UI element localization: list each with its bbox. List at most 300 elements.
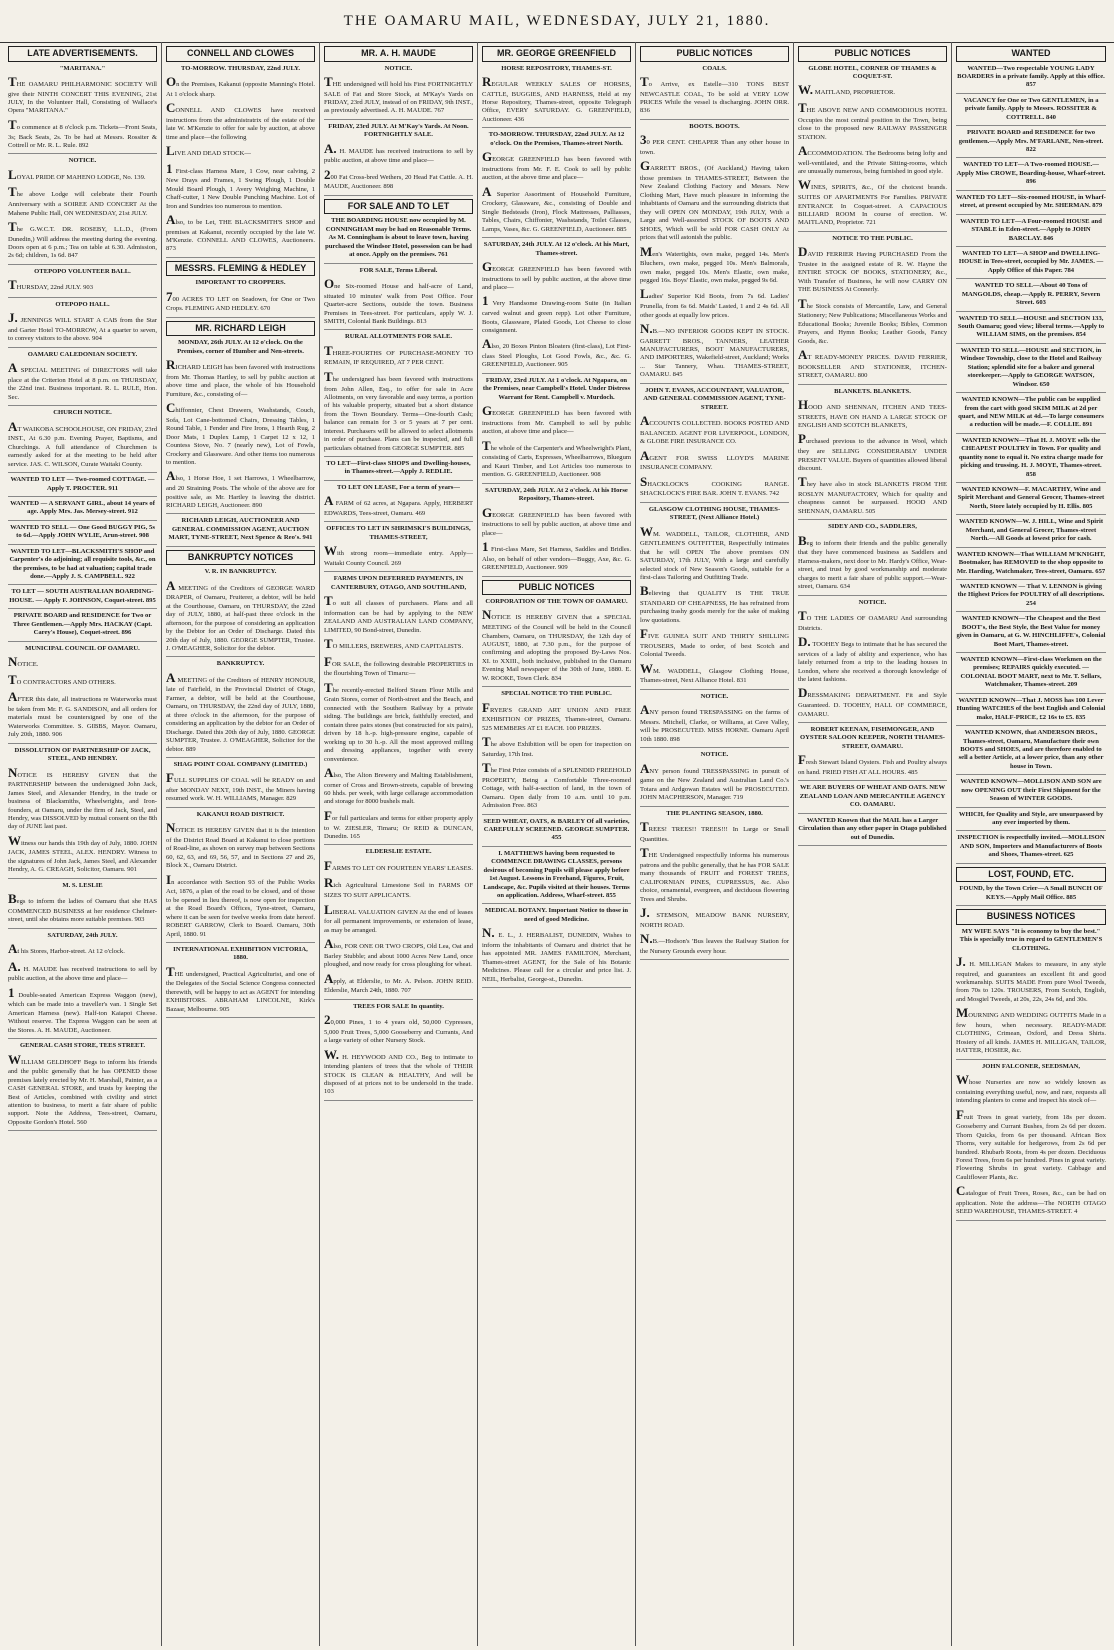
advertisement <box>166 517 315 546</box>
column-5 <box>636 42 794 1646</box>
advertisement <box>798 599 947 723</box>
ad-title: INSPECTION is respectfully invited.—MOLLISON AND SON, Importers and Manufacturers of Boots and Shoes, Thames-street. 625 <box>957 834 1105 859</box>
advertisement <box>956 282 1106 311</box>
section-heading: PUBLIC NOTICES <box>640 46 789 62</box>
advertisement <box>956 1063 1106 1221</box>
ad-title: CORPORATION OF THE TOWN OF OAMARU. <box>485 598 628 606</box>
ad-title: WANTED KNOWN—That WILLIAM M'KNIGHT, Bootmaker, has REMOVED to the shop opposite to Mr. Harding, Watchmaker, Tees-street, Oamaru. 657 <box>956 550 1106 575</box>
ad-paragraph: GEORGE GREENFIELD has been favored with instructions to sell by public auction, at above time and place— <box>482 504 631 537</box>
ad-title: WANTED KNOWN — That V. LENNON is giving the Highest Prices for POULTRY of all descriptions. 254 <box>957 582 1105 607</box>
ad-paragraph: D. TOOHEY Begs to intimate that he has secured the services of a lady of ability and experience, who has lately returned from a trip to the leading houses in London, where she received a thorough knowledge of the latest fashions. <box>798 634 947 684</box>
advertisement <box>8 301 157 348</box>
advertisement <box>324 123 473 196</box>
ad-paragraph: W. MAITLAND, PROPRIETOR. <box>798 82 896 98</box>
ad-paragraph: The G.W.C.T. DR. ROSEBY, L.L.D., (From Dunedin,) Will address the meeting during the evening. Doors open at 6 p.m.; Tea on table at 6.30. Admission, 2s 6d; children, 1s 6d. 847 <box>8 218 157 260</box>
ad-paragraph: WM. WADDELL, TAILOR, CLOTHIER, AND GENTLEMEN'S OUTFITTER, Respectfully intimates that he will OPEN The above premises ON SATURDAY, 17th JULY, With a large and carefully selected stock of New Season's Goods, suitable for a first-class Tailoring and Outfitting Trade. <box>640 523 789 581</box>
ad-title: SEED WHEAT, OATS, & BARLEY Of all varieties, CAREFULLY SCREENED. GEORGE SUMPTER. 455 <box>483 817 630 842</box>
ad-paragraph: With strong room—immediate entry. Apply—Waitaki County Council. 269 <box>324 543 473 567</box>
ad-paragraph: The First Prize consists of a SPLENDID FREEHOLD PROPERTY, Being a Comfortable Three-roomed Cottage, with half-a-section of land, in the town of Oamaru. Open daily from 10 a.m. until 10 p.m. Admission Free. 863 <box>482 760 631 810</box>
ad-title: SATURDAY, 24th JULY. At 2 o'clock. At his Horse Repository, Thames-street. <box>485 486 628 503</box>
ad-title: SATURDAY, 24th JULY. At 12 o'clock. At his Mart, Thames-street. <box>483 241 630 257</box>
ad-paragraph: GARRETT BROS., (Of Auckland,) Having taken those premises in THAMES-STREET, Between the New Zealand Clothing Factory and Messrs. New Clothing Mart, Have much pleasure in informing the inhabitants of Oamaru and the surrounding districts that they will OPEN ON MONDAY, 19th JULY, With a Large and Well-assorted STOCK OF BOOTS AND SHOES, Which will be sold FOR CASH ONLY At prices that will astonish the public. <box>640 158 789 242</box>
advertisement <box>482 850 631 905</box>
section-heading: BUSINESS NOTICES <box>956 909 1106 925</box>
advertisement <box>166 946 315 1018</box>
advertisement <box>482 487 631 577</box>
advertisement <box>956 315 1106 344</box>
column-4 <box>478 42 636 1646</box>
advertisement <box>640 693 789 748</box>
ad-paragraph: ANY person found TRESPASSING on the farms of Messrs. Mitchell, Clarke, or Williams, at Cave Valley, will be PROSECUTED. MISS HORNE. Oamaru April 10th 1880. 898 <box>640 702 789 743</box>
ad-paragraph: FULL SUPPLIES OF COAL will be READY on and after MONDAY NEXT, 19th INST., the Miners having resumed work. W. H. WILLIAMS, Manager. 829 <box>166 770 315 803</box>
advertisement <box>956 885 1106 906</box>
ad-title: TO-MORROW. THURSDAY, 22nd JULY. At 12 o'clock. On the Premises, Thames-street North. <box>488 131 625 147</box>
advertisement <box>482 907 631 988</box>
ad-title: "MARITANA." <box>59 64 106 72</box>
section-heading: LATE ADVERTISEMENTS. <box>8 46 157 62</box>
ad-paragraph: GEORGE GREENFIELD has been favored with instructions to sell by public auction, at the above time and place— <box>482 258 631 292</box>
ad-title: MY WIFE SAYS "It is economy to buy the best." This is specially true in regard to GENTLEMEN'S CLOTHING. <box>959 927 1103 952</box>
ad-paragraph: DAVID FERRIER Having PURCHASED From the Trustee in the assigned estate of R. W. Hayne the ENTIRE STOCK OF BOOKS, STATIONERY, &c., With Transfer of Business, he will now CARRY ON THE BUSINESS At Connerly. <box>798 244 947 294</box>
ad-paragraph: 1 Very Handsome Drawing-room Suite (in Italian carved walnut and green repp). Lot other Furniture, Boots, Glassware, Plated Goods, Lot Cheese to close consignment. <box>482 293 631 334</box>
ad-title: NOTICE. <box>700 692 729 700</box>
ad-paragraph: To commence at 8 o'clock p.m. Tickets—Front Seats, 3s; Back Seats, 2s. To be had at Messrs. Rossiter & Cottrell or Mr. R. L. Rule. 892 <box>8 116 157 149</box>
ad-paragraph: CONNELL AND CLOWES have received instructions from the administratrix of the estate of the late W. M'Kenzie to offer for sale by auction, at above time and place—the following <box>166 100 315 141</box>
section-heading: CONNELL AND CLOWES <box>166 46 315 62</box>
ad-paragraph: At his Stores, Harbor-street. At 12 o'clock. <box>8 941 125 957</box>
ad-title: WANTED KNOWN—The Cheapest and the Best BOOT's, the Best Style, the Best Value for money given in Oamaru, at G. W. HINCHLIFFE's, Colonial Boot Mart, Thames-street. <box>956 615 1106 648</box>
ad-paragraph: TO MILLERS, BREWERS, AND CAPITALISTS. <box>324 636 464 652</box>
advertisement <box>482 65 631 129</box>
advertisement <box>956 697 1106 726</box>
ad-paragraph: 700 ACRES TO LET on Seadown, for One or Two Crops. FLEMING AND HEDLEY. 670 <box>166 288 315 313</box>
advertisement <box>324 217 473 263</box>
ad-title: WANTED KNOWN, that ANDERSON BROS., Thames-street, Oamaru, Manufacture their own BOOTS and SHOES, and are therefore enabled to sell a better Article, at a lower price, than any other house in Town. <box>958 729 1104 770</box>
ad-title: WANTED TO SELL—About 40 Tons of MANGOLDS, cheap.—Apply R. PERRY, Severn Street. 603 <box>961 282 1101 307</box>
ad-paragraph: To Arrive, ex Estelle—310 TONS BEST NEWCASTLE COAL, To be sold at VERY LOW PRICES While the vessel is discharging. JOHN ORR. 836 <box>640 73 789 115</box>
ad-paragraph: Believing that QUALITY IS THE TRUE STANDARD OF CHEAPNESS, He has refrained from purchasing trashy goods merely for the sake of making low quotations. <box>640 583 789 624</box>
ad-paragraph: THE undersigned will hold his First FORTNIGHTLY SALE of Fat and Store Stock, at M'Kay's Yards on FRIDAY, 23rd JULY, instead of on FRIDAY, 9th INST., as previously advertised. A. H. MAUDE. 767 <box>324 73 473 115</box>
ad-paragraph: The above Exhibition will be open for inspection on Saturday, 17th Inst. <box>482 734 631 758</box>
ad-paragraph: N.B.—Hodson's 'Bus leaves the Railway Station for the Nursery Grounds every hour. <box>640 931 789 955</box>
column-1 <box>4 42 162 1646</box>
ad-title: WANTED TO LET—A Two-roomed HOUSE.—Apply Miss CROWE, Boarding-house, Wharf-street. 896 <box>956 161 1106 186</box>
ad-paragraph: Beg to inform their friends and the public generally that they have commenced business as Saddlers and Harness-makers, next door to Mr. Hardy's Office, Wear-street, and trust by good workmanship and moderate charges to merit a fair share of public support.—Wear-street, Oamaru. 634 <box>798 532 947 591</box>
ad-title: TO LET — SOUTH AUSTRALIAN BOARDING-HOUSE. — Apply F. JOHNSON, Coquet-street. 895 <box>9 588 156 604</box>
advertisement <box>956 583 1106 612</box>
advertisement <box>8 612 157 641</box>
ad-title: OTEPOPO HALL. <box>55 300 110 308</box>
advertisement <box>324 525 473 572</box>
ad-paragraph: A MEETING of the Creditors of HENRY HONOUR, late of Fairfield, in the Provincial District of Otago, Farmer, a debtor, will be held at the Courthouse, Oamaru, on THURSDAY, the 22nd day of JULY, 1880, at three o'clock in the afternoon, for the purpose of considering an application by the debtor for an Order of Discharge. Dated this 20th day of July, 1880. GEORGE SUMPTER, Trustee. J. O'MEAGHER, Solicitor for the debtor. 889 <box>166 669 315 753</box>
advertisement <box>8 932 157 1040</box>
section-heading: FOR SALE AND TO LET <box>324 199 473 215</box>
ad-paragraph: THE undersigned, Practical Agriculturist, and one of the Delegates of the Social Science Congress connected therewith, will be happy to act as AGENT for intending EXHIBITORS. ABRAHAM LINCOLNE, Kirk's Bazaar, Melbourne. 905 <box>166 963 315 1013</box>
section-heading: LOST, FOUND, ETC. <box>956 867 1106 883</box>
ad-paragraph: The whole of the Carpenter's and Wheelwright's Plant, consisting of Carts, Expresses, Wheelbarrows, Bluegum and Kauri Timber, and Lot Articles too numerous to mention. G. GREENFIELD, Auctioneer. 908 <box>482 437 631 479</box>
column-6 <box>794 42 952 1646</box>
ad-paragraph: J. STEMSON, MEADOW BANK NURSERY, NORTH ROAD. <box>640 904 789 929</box>
ad-paragraph: Also, 1 Horse Hoe, 1 set Harrows, 1 Wheelbarrow, and 20 Straining Posts. The whole of the above are for positive sale, as Mr. Hartley is leaving the district. RICHARD LEIGH, Auctioneer. 890 <box>166 468 315 509</box>
ad-paragraph: 200 Fat Cross-bred Wethers, 20 Head Fat Cattle. A. H. MAUDE, Auctioneer. 898 <box>324 166 473 191</box>
advertisement <box>482 131 631 238</box>
advertisement <box>640 65 789 120</box>
advertisement <box>324 65 473 120</box>
advertisement <box>166 761 315 808</box>
ad-title: MUNICIPAL COUNCIL OF OAMARU. <box>25 644 140 652</box>
ad-title: MONDAY, 26th JULY. At 12 o'clock. On the Premises, corner of Humber and Nen-streets. <box>177 339 304 355</box>
ad-paragraph: AGENT FOR SWISS LLOYD'S MARINE INSURANCE COMPANY. <box>640 447 789 472</box>
ad-title: RICHARD LEIGH, AUCTIONEER AND GENERAL COMMISSION AGENT, AUCTION MART, TYNE-STREET, Next Spence & Reo's. 941 <box>168 517 313 542</box>
ad-paragraph: J. JENNINGS WILL START A CAB from the Star and Garter Hotel TO-MORROW, At a quarter to seven, to convey visitors to the above. 904 <box>8 310 157 343</box>
ad-title: I. MATTHEWS having been requested to COMMENCE DRAWING CLASSES, persons desirous of becoming Pupils will please apply before 1st August. Lessons in Freehand, Figures, Fruit, Landscape, &c. Pupils visited at their houses. Terms on application. Address, Wharf-street. 855 <box>483 849 630 900</box>
ad-title: WANTED TO SELL—HOUSE and SECTION, in Windsor Township, close to the Hotel and Railway Station; splendid site for a baker and general storekeeper.—Apply to GEORGE WATSON, Windsor. 650 <box>960 346 1102 388</box>
advertisement <box>166 65 315 258</box>
advertisement <box>482 818 631 847</box>
ad-paragraph: GEORGE GREENFIELD has been favored with instructions from Mr. F. E. Cook to sell by public auction, at the above time and place— <box>482 149 631 182</box>
advertisement <box>166 339 315 514</box>
advertisement <box>956 811 1106 832</box>
ad-title: WE ARE BUYERS OF WHEAT AND OATS. NEW ZEALAND LOAN AND MERCANTILE AGENCY CO. OAMARU. <box>799 784 946 809</box>
ad-paragraph: The undersigned has been favored with instructions from John Allen, Esq., to offer for sale in Acre Allotments, on very favorable and easy terms, a portion of his valuable property, situated but a short distance from the Town Boundary. Terms—One-fourth Cash; balance can remain for 3 or 5 years at 7 per cent. interest. Purchasers will be allowed to select allotments in order of purchase. Plans can be inspected, and full particulars obtained from GEORGE SUMPTER. 885 <box>324 368 473 452</box>
advertisement <box>8 1042 157 1131</box>
ad-title: WANTED TO LET—BLACKSMITH'S SHOP and Carpenter's do adjoining; all requisite tools, &c., on the premises, to be had at valuation; capital trade done.—Apply J. S. CAMPBELL. 922 <box>9 547 156 581</box>
advertisement <box>640 387 789 503</box>
ad-paragraph: Ladies' Superior Kid Boots, from 7s 6d. Ladies' Prunella, from 6s 6d. Maids' Lasted, 1 and 2 4s 6d. All other goods at equally low prices. <box>640 286 789 319</box>
ad-title: NOTICE. <box>68 157 97 165</box>
ad-paragraph: 20,000 Pines, 1 to 4 years old, 50,000 Cypresses, 5,000 Fruit Trees, 5,000 Gooseberry and Currants, And a large variety of other Nursery Stock. <box>324 1012 473 1045</box>
ad-paragraph: N.B.—NO INFERIOR GOODS KEPT IN STOCK. GARRETT BROS., TANNERS, LEATHER MANUFACTURERS, BOOT MANUFACTURERS, AND IMPORTERS, Wakefield-street, Auckland; Works ... Star Tannery, Whau. THAMES-STREET, OAMARU. 845 <box>640 320 789 379</box>
section-heading: MR. A. H. MAUDE <box>324 46 473 62</box>
ad-paragraph: 1 Double-seated American Express Waggon (new), which can be made into a traveller's van. 1 Single Set American Harness (new). Half-ton Kaiapoi Cheese. Without reserve. The Express Waggon can be seen at the Stores. A. H. MAUDE, Auctioneer. <box>8 984 157 1034</box>
ad-title: WANTED Known that the MAIL has a Larger Circulation than any other paper in Otago published out of Dunedin. <box>798 816 947 841</box>
ad-paragraph: Also, The Alton Brewery and Malting Establishment, corner of Cross and Brown-streets, capable of brewing 60 hhds. per week, with large cellarage accommodation and storage for 8000 bushels malt. <box>324 764 473 806</box>
ad-title: JOHN T. EVANS, ACCOUNTANT, VALUATOR, AND GENERAL COMMISSION AGENT, TYNE-STREET. <box>643 386 786 411</box>
ad-title: WANTED KNOWN—That H. J. MOYE sells the CHEAPEST POULTRY in Town. For quality and quantity none to equal it. No extra charge made for picking and trussing. H. J. MOYE, Thames-street. 858 <box>958 436 1104 478</box>
ad-title: WANTED KNOWN—F. MACARTHY, Wine and Spirit Merchant and General Grocer, Thames-street North, Store lately occupied by H. Ellis. 805 <box>957 486 1105 510</box>
advertisement <box>8 882 157 929</box>
advertisement <box>8 747 157 879</box>
advertisement <box>8 351 157 406</box>
ad-paragraph: The Stock consists of Mercantile, Law, and General Stationery; New Publications; Miscellaneous Works and Educational Books; Juvenile Books; Bibles, Common Prayers, and Hymn Books; Leather Goods, Fancy Goods, &c. <box>798 295 947 345</box>
advertisement <box>956 437 1106 483</box>
ad-paragraph: TO THE LADIES OF OAMARU And surrounding Districts. <box>798 608 947 632</box>
ad-title: PRIVATE BOARD and RESIDENCE for Two or Three Gentlemen.—Apply Mrs. HACKAY (Capt. Carey's House), Coquet-street. 896 <box>12 612 153 637</box>
ad-title: WANTED KNOWN—W. J. HILL, Wine and Spirit Merchant, and General Grocer, Thames-street North.—All Goods at lowest price for cash. <box>958 518 1104 543</box>
ad-title: NOTICE TO THE PUBLIC. <box>832 234 913 242</box>
ad-title: NOTICE. <box>858 598 887 606</box>
advertisement <box>798 784 947 813</box>
ad-paragraph: 1 First-class Mare, Set Harness, Saddles and Bridles. Also, on behalf of other vendors—Buggy, Axe, &c. G. GREENFIELD, Auctioneer. 909 <box>482 539 631 572</box>
ad-title: JOHN FALCONER, SEEDSMAN, <box>981 1062 1081 1070</box>
ad-paragraph: Whose Nurseries are now so widely known as containing everything useful, now, and rare, requests all intending planters to come and inspect his stock of— <box>956 1072 1106 1105</box>
ad-title: WANTED KNOWN—That J. MOSS has 100 Lever Hunting WATCHES of the best English and Colonial make, HALF-PRICE, £2 16s to £5. 835 <box>956 696 1106 721</box>
advertisement <box>482 690 631 814</box>
ad-paragraph: THURSDAY, 22nd JULY. 903 <box>8 277 94 293</box>
advertisement <box>956 97 1106 126</box>
section-heading: PUBLIC NOTICES <box>482 580 631 596</box>
advertisement <box>956 347 1106 393</box>
advertisement <box>166 568 315 657</box>
ad-title: THE BOARDING HOUSE now occupied by M. CONNINGHAM may be had on Reasonable Terms. As M. Conningham is about to leave town, having purchased the Windsor Hotel, possession can be had at once. Apply on the premises. 761 <box>325 217 472 259</box>
ad-title: TO-MORROW. THURSDAY, 22nd JULY. <box>180 64 301 72</box>
advertisement <box>956 656 1106 694</box>
advertisement <box>798 523 947 595</box>
ad-title: THE PLANTING SEASON, 1880. <box>666 809 763 817</box>
advertisement <box>8 548 157 586</box>
advertisement <box>798 65 947 232</box>
ad-title: BLANKETS. BLANKETS. <box>834 387 911 395</box>
ad-paragraph: A SPECIAL MEETING of DIRECTORS will take place at the Criterion Hotel at 8 p.m. on THURSDAY, the 22nd inst. Business important. R. L. RULE, Hon. Sec. <box>8 360 157 401</box>
ad-title: WANTED TO LET—A Four-roomed HOUSE and STABLE in Eden-street.—Apply to JOHN BARCLAY. 846 <box>960 217 1102 242</box>
ad-paragraph: In accordance with Section 93 of the Public Works Act, 1876, a plan of the road to be closed, and of those to be opened in lieu thereof, is now open for inspection at the Road Board's Offices, Tyne-street, Oamaru, where it can be seen for twelve weeks from date hereof. ROBERT GARROW, Clerk to Board. Oamaru, 30th April, 1880. 91 <box>166 871 315 938</box>
ad-title: NOTICE. <box>384 64 413 72</box>
ad-paragraph: A MEETING of the Creditors of GEORGE WARD DRAPER, of Oamaru, Fruiterer, a debtor, will be held at the Courthouse, Oamaru, on THURSDAY, the 22nd day of JULY, 1880, at half-past three o'clock in the afternoon, for the purpose of considering an application by the Debtor for an Order of Discharge. Dated this 20th day of July, 1880. GEORGE SUMPTER, Trustee. J. O'MEAGHER, Solicitor for the debtor. <box>166 577 315 652</box>
advertisement <box>640 123 789 384</box>
column-3 <box>320 42 478 1646</box>
ad-title: NOTICE. <box>700 751 729 759</box>
advertisement <box>482 377 631 484</box>
advertisement <box>956 161 1106 190</box>
section-heading: MESSRS. FLEMING & HEDLEY <box>166 261 315 277</box>
ad-title: BOOTS. BOOTS. <box>689 122 740 130</box>
ad-paragraph: A FARM of 62 acres, at Ngapara. Apply, HERBERT EDWARDS, Tees-street, Oamaru. 469 <box>324 493 473 517</box>
ad-title: PRIVATE BOARD and RESIDENCE for two gentlemen.—Apply Mrs. M'FARLANE, Nen-street. 822 <box>958 129 1104 154</box>
ad-paragraph: FARMS TO LET ON FOURTEEN YEARS' LEASES. <box>324 857 473 873</box>
ad-title: SIDEY AND CO., SADDLERS, <box>828 523 917 531</box>
ad-paragraph: Purchased previous to the advance in Wool, which they are SELLING CONSIDERABLY UNDER PRESENT VALUE. Buyers of quantities allowed liberal discount. <box>798 431 947 472</box>
ad-paragraph: WM. WADDELL, Glasgow Clothing House, Thames-street, Next Alliance Hotel. 831 <box>640 660 789 685</box>
advertisement <box>956 551 1106 580</box>
ad-title: GLASGOW CLOTHING HOUSE, THAMES-STREET, (Next Alliance Hotel.) <box>648 505 781 522</box>
advertisement <box>166 279 315 318</box>
ad-paragraph: Chiffonnier, Chest Drawers, Washstands, Couch, Sofa, Lot Cane-bottomed Chairs, Dressing Tables, 1 Round Table, 1 Fender and Fire Irons, 1 Hearth Rug, 2 Door Mats, 1 Duplex Lamp, 1 Carpet 12 x 12, 1 Countess Stove, No. 7 (nearly new), Lot of Fowls, Crockery and Glassware. And other items too numerous to mention. <box>166 400 315 467</box>
ad-paragraph: Apply, at Elderslie, to Mr. A. Pelson. JOHN REID. Elderslie, March 24th, 1880. 707 <box>324 970 473 995</box>
ad-paragraph: The above Lodge will celebrate their Fourth Anniversary with a SOIREE AND CONCERT At the Mahene Public Hall, ON WEDNESDAY, 21st JULY. <box>8 184 157 217</box>
ad-title: COALS. <box>702 64 727 72</box>
ad-paragraph: THREE-FOURTHS OF PURCHASE-MONEY TO REMAIN, IF REQUIRED, AT 7 PER CENT. <box>324 342 473 367</box>
advertisement <box>640 751 789 806</box>
ad-title: WANTED KNOWN—The public can be supplied from the cart with good SKIM MILK at 2d per quart, and NEW MILK at 4d.—To large consumers a reduction will be made.—F. COLLIE. 891 <box>958 396 1104 429</box>
ad-paragraph: WINES, SPIRITS, &c., Of the choicest brands. SUITES OF APARTMENTS For Families. PRIVATE ENTRANCE In Coquet-street. A CAPACIOUS BILLIARD ROOM In course of erection. W. MAITLAND, Proprietor. 721 <box>798 177 947 227</box>
advertisement <box>956 615 1106 653</box>
ad-paragraph: HOOD AND SHENNAN, ITCHEN AND TEES-STREETS, HAVE ON HAND A LARGE STOCK OF ENGLISH AND SCOTCH BLANKETS, <box>798 396 947 430</box>
ad-title: WANTED — A SERVANT GIRL, about 14 years of age. Apply Mrs. Jas. Mersey-street. 912 <box>10 499 155 516</box>
advertisement <box>166 811 315 943</box>
ad-title: WANTED KNOWN—First-class Workmen on the premises; REPAIRS quickly executed. — COLONIAL BOOT MART, next to Mr. T. Sellars, Watchmaker, Thames-street. 209 <box>960 656 1102 689</box>
ad-paragraph: AT WAIKOBA SCHOOLHOUSE, ON FRIDAY, 23rd INST., At 6.30 p.m. Evening Prayer, Baptisms, and Churchings. A full attendance of Churchmen is earnestly asked for at the meeting to be held after service. JAS. C. WILSON, Curate Waitaki County. <box>8 418 157 468</box>
advertisement <box>8 409 157 473</box>
ad-paragraph: Fruit Trees in great variety, from 18s per dozen. Gooseberry and Currant Bushes, from 2s 6d per dozen. Thorn Quicks, from 6s per thousand. African Box Thorns, very suitable for hedgerows, from 2s 6d per hundred. Rhubarb Roots, from 4s per dozen. Deciduous Forest Trees, from 6s per hundred. Pines in great variety. Flowering Shrubs in great variety. Cabbage and Cauliflower Plants, &c. <box>956 1106 1106 1181</box>
advertisement <box>798 235 947 385</box>
advertisement <box>640 506 789 690</box>
ad-title: WANTED TO LET—A SHOP and DWELLING-HOUSE in Tees-street, occupied by Mr. JAMES. — Apply Office of this Paper. 784 <box>958 249 1104 274</box>
ad-paragraph: GEORGE GREENFIELD has been favored with instructions from Mr. Campbell to sell by public auction, at above time and place— <box>482 403 631 436</box>
ad-paragraph: ACCOMMODATION. The Bedrooms being lofty and well-ventilated, and the Private Sitting-rooms, which are unusually numerous, being furnished in good style. <box>798 142 947 176</box>
ad-title: TO LET ON LEASE, For a term of years— <box>337 483 460 491</box>
section-heading: WANTED <box>956 46 1106 62</box>
ad-title: CHURCH NOTICE. <box>53 409 112 417</box>
advertisement <box>956 729 1106 775</box>
advertisement <box>798 388 947 521</box>
advertisement <box>956 250 1106 279</box>
ad-paragraph: 1 First-class Harness Mare, 1 Cow, near calving, 2 New Drays and Frames, 1 Swing Plough, 1 Double Mould Board Plough, 1 Avery Weighing Machine, 1 Chaff-cutter, 1 New Double Punching Machine. Lot of Iron and Sundries too numerous to mention. <box>166 160 315 210</box>
ad-paragraph: To suit all classes of purchasers. Plans and all information can be had by applying to the NEW ZEALAND AND AUSTRALIAN LAND COMPANY, LIMITED, 90 Bond-street, Dunedin. <box>324 593 473 634</box>
ad-paragraph: DRESSMAKING DEPARTMENT. Fit and Style Guaranteed. D. TOOHEY, HALL OF COMMERCE, OAMARU. <box>798 685 947 718</box>
ad-paragraph: A. H. MAUDE has received instructions to sell by public auction, at above time and place— <box>324 140 473 165</box>
ad-title: FOR SALE, Terms Liberal. <box>359 266 438 274</box>
ad-paragraph: FRYER'S GRAND ART UNION AND FREE EXHIBITION OF PRIZES, Thames-street, Oamaru. 525 MEMBERS AT £1 EACH. 100 PRIZES. <box>482 699 631 732</box>
ad-title: OAMARU CALEDONIAN SOCIETY. <box>27 350 138 358</box>
ad-title: MEDICAL BOTANY. Important Notice to those in need of good Medicine. <box>484 907 629 923</box>
ad-paragraph: Witness our hands this 19th day of July, 1880. JOHN JACK, JAMES STEEL, ALEX. HENDRY. Witness to the signatures of John Jack, James Steel, and Alexander Hendry, A. G. CREAGH, Solicitor, Oamaru. 901 <box>8 832 157 874</box>
ad-paragraph: A. H. MAUDE has received instructions to sell by public auction, at the above time and place— <box>8 958 157 983</box>
ad-title: DISSOLUTION OF PARTNERSHIP OF JACK, STEEL, AND HENDRY. <box>14 746 151 763</box>
ad-paragraph: TREES! TREES!! TREES!!! In Large or Small Quantities. <box>640 819 789 843</box>
advertisement <box>166 660 315 758</box>
advertisement <box>956 834 1106 863</box>
advertisement <box>324 484 473 523</box>
advertisement <box>8 500 157 521</box>
advertisement <box>956 486 1106 515</box>
ad-paragraph: FOR SALE, the following desirable PROPERTIES in the flourishing Town of Timaru:— <box>324 653 473 678</box>
ad-paragraph: Fresh Stewart Island Oysters. Fish and Poultry always on hand. FRIED FISH AT ALL HOURS. 485 <box>798 752 947 776</box>
ad-paragraph: Catalogue of Fruit Trees, Roses, &c., can be had on application. Note the address—The NORTH OTAGO SEED WAREHOUSE, THAMES-STREET. 4 <box>956 1183 1106 1216</box>
advertisement <box>324 333 473 457</box>
ad-paragraph: AT READY-MONEY PRICES. DAVID FERRIER, BOOKSELLER AND STATIONER, ITCHEN-STREET, OAMARU. 800 <box>798 347 947 380</box>
ad-title: BANKRUPTCY. <box>216 660 265 668</box>
masthead: THE OAMARU MAIL, WEDNESDAY, JULY 21, 1880. <box>0 0 1114 43</box>
advertisement <box>482 241 631 374</box>
ad-paragraph: THE OAMARU PHILHARMONIC SOCIETY Will give their NINTH CONCERT THIS EVENING, 21st JULY, In the Volunteer Hall, Consisting of Wallace's Opera "MARITANA." <box>8 73 157 115</box>
advertisement <box>8 268 157 298</box>
advertisement <box>956 65 1106 94</box>
advertisement <box>8 65 157 155</box>
advertisement <box>798 726 947 781</box>
ad-title: SATURDAY, 24th JULY. <box>47 931 118 939</box>
ad-title: SHAG POINT COAL COMPANY (LIMITED.) <box>173 760 308 768</box>
advertisement <box>324 460 473 481</box>
ad-paragraph: TO CONTRACTORS AND OTHERS. <box>8 671 116 687</box>
advertisement <box>956 778 1106 807</box>
ad-title: OTEPOPO VOLUNTEER BALL. <box>34 267 131 275</box>
ad-title: FRIDAY, 23rd JULY. At 1 o'clock. At Ngapara, on the Premises, near Campbell's Hotel. Under Distress Warrant for Rent. Campbell v. Murdoch. <box>482 376 631 401</box>
ad-title: TREES FOR SALE In quantity. <box>353 1002 444 1010</box>
ad-title: RURAL ALLOTMENTS FOR SALE. <box>345 333 452 341</box>
ad-title: WANTED TO SELL—HOUSE and SECTION 133, South Oamaru; good view; liberal terms.—Apply to WILLIAM SIMS, on the premises. 854 <box>957 314 1105 339</box>
ad-paragraph: SHACKLOCK'S COOKING RANGE. SHACKLOCK'S FIRE BAR. JOHN T. EVANS. 742 <box>640 473 789 498</box>
ad-paragraph: THE Undersigned respectfully informs his numerous patrons and the public generally, that he has FOR SALE many thousands of FRUIT and FOREST TREES, CALIFORNIAN PINES, CUPRESSUS, &c. Also choice, ornamental, evergreen, and deciduous flowering Trees and Shrubs. <box>640 845 789 903</box>
ad-title: INTERNATIONAL EXHIBITION VICTORIA, 1880. <box>173 945 308 962</box>
ad-title: GLOBE HOTEL, CORNER OF THAMES & COQUET-ST. <box>808 64 937 80</box>
section-heading: MR. RICHARD LEIGH <box>166 321 315 337</box>
ad-title: VACANCY for One or Two GENTLEMEN, in a private family. Apply to Messrs. ROSSITER & COTTRELL. 840 <box>963 96 1099 121</box>
advertisement <box>8 645 157 744</box>
advertisement <box>798 817 947 846</box>
ad-paragraph: N. E. L., J. HERBALIST, DUNEDIN, Wishes to inform the inhabitants of Oamaru and district that he has appointed MR. JAMES FAMILTON, Merchant, Thames-street AGENT, for the Sale of his Botanic Medicines. Please call for a circular and price list. J. NEIL, Herbalist, George-st., Dunedin. <box>482 925 631 983</box>
ad-paragraph: NOTICE IS HEREBY GIVEN that it is the intention of the District Road Board at Kakanui to close portions of Road-line, as shown on survey map between Sections 60, 62, 63, and 69, 56, 57, and in Sections 27 and 26, Block X., Oamaru District. <box>166 820 315 870</box>
ad-title: IMPORTANT TO CROPPERS. <box>195 279 286 287</box>
ad-title: WANTED TO SELL — One Good BUGGY PIG, 5s to 6d.—Apply JOHN WYLIE, Arun-street. 908 <box>10 523 155 540</box>
ad-paragraph: AFTER this date, all instructions re Waterworks must be taken from Mr. F. G. SANDISON, and all orders for materials must be countersigned by one of the Waterworks Committee. S. GIBBS, Mayor. Oamaru, July 20th, 1880. 906 <box>8 689 157 739</box>
ad-paragraph: W. H. HEYWOOD AND CO., Beg to intimate to intending planters of trees that the whole of THEIR STOCK IS CLEAN & HEALTHY, And will be disposed of at prices not to be undersold in the trade. 103 <box>324 1046 473 1096</box>
ad-paragraph: ANY person found TRESSPASSING in pursuit of game on the New Zealand and Australian Land Co.'s Totara and Ardgowan Estates will be PROSECUTED. JOHN MACPHERSON, Manager. 719 <box>640 760 789 802</box>
advertisement <box>956 194 1106 215</box>
ad-paragraph: NOTICE IS HEREBY GIVEN that a SPECIAL MEETING of the Council will be held in the Council Chambers, Oamaru, on THURSDAY, the 12th day of AUGUST, 1880, at 7.30 p.m., for the purpose of confirming and adopting the proposed By-Laws Nos. XI. to XXIII., both inclusive, published in the Oamaru Evening Mail newspaper of the 30th of June, 1880. E. W. ROOKE, Town Clerk. 834 <box>482 607 631 682</box>
ad-title: FOUND, by the Town Crier—A Small BUNCH OF KEYS.—Apply Mail Office. 885 <box>959 885 1103 901</box>
ad-paragraph: Begs to inform the ladies of Oamaru that she HAS COMMENCED BUSINESS at her residence Chelmer-street, until she obtains more suitable premises. 903 <box>8 891 157 924</box>
ad-paragraph: ACCOUNTS COLLECTED. BOOKS POSTED AND BALANCED. AGENT FOR LIVERPOOL, LONDON, & GLOBE FIRE INSURANCE CO. <box>640 413 789 446</box>
ad-title: OFFICES TO LET IN SHRIMSKI'S BUILDINGS, THAMES-STREET, <box>326 525 471 541</box>
ad-title: WANTED TO LET—Six-roomed HOUSE, in Wharf-street, at present occupied by Mr. SHERMAN. 879 <box>956 193 1106 210</box>
advertisement <box>8 476 157 497</box>
ad-paragraph: Men's Watertights, own make, pegged 14s. Men's Bluchers, own make, pegged 10s. Men's Balmorals, own make, pegged 10s. Men's Elastic, own make, pegged 16s. Boys' Elastic, own make, pegged 9s 6d. <box>640 243 789 285</box>
advertisement <box>956 218 1106 247</box>
advertisement <box>482 598 631 687</box>
column-7 <box>952 42 1110 1646</box>
ad-paragraph: RICHARD LEIGH has been favored with instructions from Mr. Thomas Hartley, to sell by public auction at above time and place, the whole of his Household Furniture, &c., consisting of— <box>166 357 315 398</box>
ad-title: FARMS UPON DEFERRED PAYMENTS, IN CANTERBURY, OTAGO, AND SOUTHLAND, <box>330 575 467 591</box>
advertisement <box>8 157 157 265</box>
ad-paragraph: Rich Agricultural Limestone Soil in FARMS OF SIZES TO SUIT APPLICANTS. <box>324 875 473 900</box>
ad-title: ROBERT KEENAN, FISHMONGER, AND OYSTER SALOON KEEPER, NORTH THAMES-STREET, OAMARU. <box>800 725 945 750</box>
ad-paragraph: REGULAR WEEKLY SALES OF HORSES, CATTLE, BUGGIES, AND HARNESS, Held at my Horse Repository, Thames-street, opposite Telegraph Office, EVERY SATURDAY. G. GREENFIELD, Auctioneer. 436 <box>482 73 631 123</box>
ad-title: WHICH, for Quality and Style, are unsurpassed by any ever imported by them. <box>958 810 1104 827</box>
ad-paragraph: WILLIAM GELDHOFF Begs to inform his friends and the public generally that he has OPENED those premises lately erected by Mr. H. Marshall, Painter, as a CASH GENERAL STORE, and trusts by keeping the Best of Articles, combined with civility and strict attention to business, to merit a fair share of public support. Note the Address, Tees-street, Oamaru, Opposite Gordon's Hotel. 560 <box>8 1051 157 1126</box>
section-heading: BANKRUPTCY NOTICES <box>166 550 315 566</box>
ad-paragraph: NOTICE. <box>8 654 39 670</box>
advertisement <box>956 396 1106 434</box>
ad-paragraph: LIVE AND DEAD STOCK— <box>166 142 251 158</box>
ad-title: TO LET—First-class SHOPS and Dwelling-houses, in Thames-street.—Apply J. REDLIE. <box>326 460 471 476</box>
ad-paragraph: One Six-roomed House and half-acre of Land, situated 10 minutes' walk from Post Office. Four Quarter-acre Sections, outside the town. Business Premises in Tees-street. For particulars, apply W. J. SMITH, Colonial Bank Buildings. 813 <box>324 276 473 325</box>
advertisement <box>8 588 157 609</box>
ad-title: M. S. LESLIE <box>62 881 103 889</box>
advertisement <box>324 267 473 331</box>
ad-title: V. R. IN BANKRUPTCY. <box>204 568 277 576</box>
ad-title: WANTED—Two respectable YOUNG LADY BOARDERS in a private family. Apply at this office. 857 <box>957 64 1105 89</box>
ad-paragraph: LOYAL PRIDE OF MAHENO LODGE, No. 139. <box>8 166 146 182</box>
advertisement <box>324 1003 473 1101</box>
ad-title: ELDERSLIE ESTATE. <box>365 848 432 856</box>
ad-paragraph: For full particulars and terms for either property apply to W. ZIESLER, Timaru; Or REID & DUNCAN, Dunedin. 165 <box>324 807 473 840</box>
newspaper-columns <box>4 42 1110 1646</box>
ad-paragraph: LIBERAL VALUATION GIVEN At the end of leases for all permanent improvements, or extension of lease, as may be arranged. <box>324 901 473 934</box>
section-heading: MR. GEORGE GREENFIELD <box>482 46 631 62</box>
ad-paragraph: 30 PER CENT. CHEAPER Than any other house in town. <box>640 132 789 156</box>
ad-paragraph: NOTICE IS HEREBY GIVEN that the PARTNERSHIP between the undersigned John Jack, James Steel, and Alexander Hendry, in the trade or business of Blacksmiths, Wheelwrights, and Iron-founders, at Oamaru, under the firm of Jack, Steel, and Hendry, was DISSOLVED by mutual consent on the 8th day of JUNE last past. <box>8 764 157 831</box>
ad-title: WANTED TO LET — Two-roomed COTTAGE. — Apply T. PROCTER. 911 <box>10 476 155 492</box>
ad-paragraph: On the Premises, Kakanui (opposite Manning's Hotel. At 1 o'clock sharp. <box>166 73 315 98</box>
advertisement <box>956 518 1106 547</box>
ad-title: FRIDAY, 23rd JULY. At M'Kay's Yards. At Noon. FORTNIGHTLY SALE. <box>328 122 469 139</box>
ad-title: GENERAL CASH STORE, TEES STREET. <box>20 1042 145 1050</box>
ad-paragraph: They have also in stock BLANKETS FROM THE ROSLYN MANUFACTORY, Which for quality and cheapness cannot be surpassed. HOOD AND SHENNAN, OAMARU. 505 <box>798 474 947 515</box>
advertisement <box>324 848 473 999</box>
ad-paragraph: Also, FOR ONE OR TWO CROPS, Old Lea, Oat and Barley Stubble; and about 1000 Acres New Land, once ploughed, and now ready for cross ploughing for wheat. <box>324 936 473 969</box>
ad-paragraph: Also, to be Let, THE BLACKSMITH'S SHOP and premises at Kakanui, recently occupied by the late W. M'Kenzie. CONNELL AND CLOWES, Auctioneers. 873 <box>166 211 315 253</box>
ad-title: KAKANUI ROAD DISTRICT. <box>196 810 285 818</box>
ad-paragraph: MOURNING AND WEDDING OUTFITS Made in a few hours, when necessary. READY-MADE CLOTHING, Crimean, Oxford, and Dress Shirts. Hosiery of all kinds. JAMES H. MILLIGAN, TAILOR, HATTER, HOSIER, &c. <box>956 1005 1106 1055</box>
ad-title: HORSE REPOSITORY, THAMES-ST. <box>501 64 612 72</box>
advertisement <box>956 928 1106 1060</box>
ad-paragraph: THE ABOVE NEW AND COMMODIOUS HOTEL Occupies the most central position in the Town, being close to the proposed new RAILWAY PASSENGER STATION. <box>798 100 947 141</box>
ad-paragraph: FIVE GUINEA SUIT AND THIRTY SHILLING TROUSERS, Made to order, of best Scotch and Colonial Tweeds. <box>640 626 789 659</box>
advertisement <box>956 129 1106 158</box>
advertisement <box>8 524 157 545</box>
ad-paragraph: J. H. MILLIGAN Makes to measure, in any style required, and guarantees an excellent fit and good workmanship. SUITS MADE From pure Wool Tweeds, from 70s to 120s. TROUSERS, From Scotch, English, and Mosgiel Tweeds, at 20s, 22s, 24s 6d, and 30s. <box>956 953 1106 1003</box>
ad-paragraph: A Superior Assortment of Household Furniture, Crockery, Glassware, &c., consisting of Double and Single Bedsteads (Iron), Flock Mattresses, Palliasses, Tables, Chairs, Chiffonier, Washstands, Toilet Glasses, Lamps, Vases, &c. G. GREENFIELD, Auctioneer. 885 <box>482 183 631 233</box>
